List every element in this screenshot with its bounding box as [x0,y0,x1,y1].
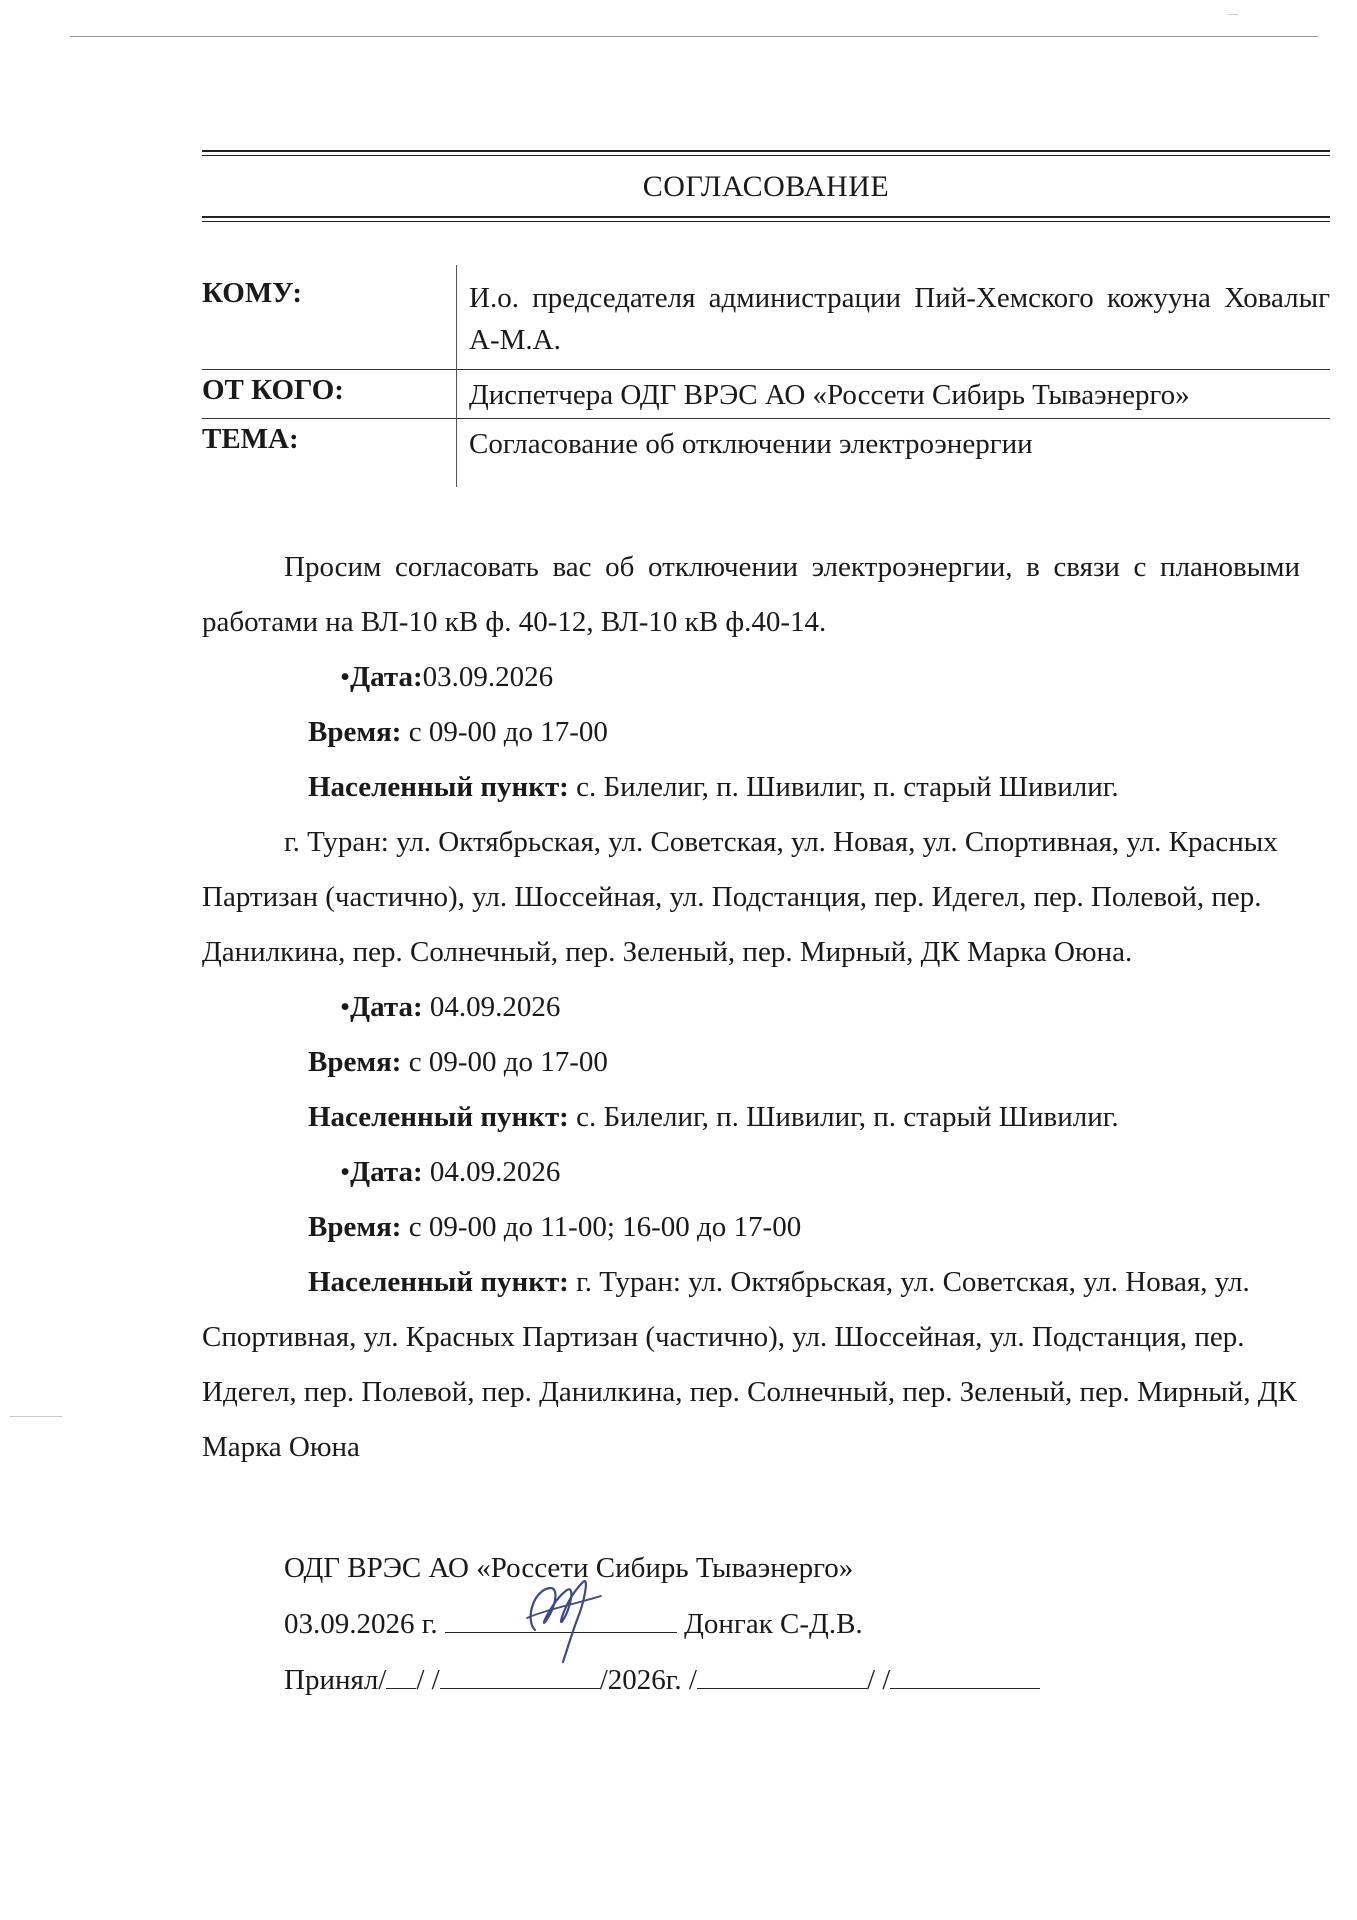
entry-place-line [202,1090,1300,1145]
signature-stroke [531,1581,586,1662]
accepted-blank [890,1658,1040,1689]
date-label: Дата: [350,1156,423,1188]
topic-label: ТЕМА: [202,419,457,488]
scan-edge-line [70,36,1318,37]
time-label: Время: [308,1211,402,1243]
entry-place: с. Билелиг, п. Шивилиг, п. старый Шивилиг. [568,771,1119,803]
to-value: И.о. председателя администрации Пий-Хемского кожууна Ховалыг А-М.А. [457,265,1331,370]
entry-extra-place: г. Туран: ул. Октябрьская, ул. Советская, ул. Новая, ул. Спортивная, ул. Красных Партизан (частично), ул. Шоссейная, ул. Подстанция, пер. Идегел, пер. Полевой, пер. Данилкина, пер. Солнечный, пер. Зеленый, пер. Мирный, ДК Марка Оюна. [202,826,1278,968]
from-label: ОТ КОГО: [202,370,457,419]
time-label: Время: [308,1046,402,1078]
document-title: СОГЛАСОВАНИЕ [642,170,890,203]
signer-name: Донгак С-Д.В. [684,1608,863,1640]
entry-place-line [202,760,1300,815]
header-bottom-rule [202,216,1330,222]
accepted-year: /2026г. / [599,1664,697,1696]
handwritten-signature [505,1560,615,1670]
entry-time: с 09-00 до 17-00 [401,716,608,748]
accepted-blank [697,1658,867,1689]
footer-org: ОДГ ВРЭС АО «Россети Сибирь Тываэнерго» [284,1552,854,1584]
accepted-sep: / / [866,1664,891,1696]
accepted-blank [386,1658,416,1689]
accepted-prefix: Принял/ [284,1664,387,1696]
sign-date: 03.09.2026 г. [284,1608,438,1640]
entry-time-line [202,705,1300,760]
entry-date-line: •Дата: 04.09.2026 [340,1156,561,1188]
entry-place: г. Туран: ул. Октябрьская, ул. Советская, ул. Новая, ул. Спортивная, ул. Красных Партизан (частично), ул. Шоссейная, ул. Подстанция, пер. Идегел, пер. Полевой, пер. Данилкина, пер. Солнечный, пер. Зеленый, пер. Мирный, ДК Марка Оюна [202,1266,1297,1463]
entry-time: с 09-00 до 17-00 [401,1046,608,1078]
entry-time: с 09-00 до 11-00; 16-00 до 17-00 [401,1211,802,1243]
entry-time-line [202,1200,1300,1255]
signature-line [284,1596,1184,1652]
to-row [202,265,1330,370]
entry-date: 03.09.2026 [422,661,554,693]
topic-value: Согласование об отключении электроэнергии [457,419,1331,488]
from-value: Диспетчера ОДГ ВРЭС АО «Россети Сибирь Тываэнерго» [457,370,1331,419]
time-label: Время: [308,716,402,748]
entry-place: с. Билелиг, п. Шивилиг, п. старый Шивилиг. [568,1101,1119,1133]
scan-mark [10,1416,62,1417]
date-label: Дата: [350,991,423,1023]
topic-row [202,419,1330,488]
entry-time-line [202,1035,1300,1090]
document-footer [284,1540,1184,1708]
addressee-table [202,265,1330,487]
date-label: Дата: [350,661,423,693]
place-label: Населенный пункт: [308,1101,569,1133]
signature-stroke [527,1596,601,1618]
entry-place-line [202,1255,1300,1475]
to-label: КОМУ: [202,277,303,309]
entry-date: 04.09.2026 [422,1156,561,1188]
place-label: Населенный пункт: [308,1266,569,1298]
document-body [202,540,1300,1475]
accepted-line [284,1652,1184,1708]
entry-date: 04.09.2026 [422,991,561,1023]
accepted-sep: / / [416,1664,440,1696]
intro-paragraph: Просим согласовать вас об отключении электроэнергии, в связи с плановыми работами на ВЛ-10 кВ ф. 40-12, ВЛ-10 кВ ф.40-14. [202,551,1300,638]
document-header [202,150,1330,222]
scan-mark [1228,14,1238,15]
entry-date-line: •Дата: 04.09.2026 [340,991,561,1023]
from-row [202,370,1330,419]
place-label: Населенный пункт: [308,771,569,803]
entry-date-line: •Дата:03.09.2026 [340,661,554,693]
